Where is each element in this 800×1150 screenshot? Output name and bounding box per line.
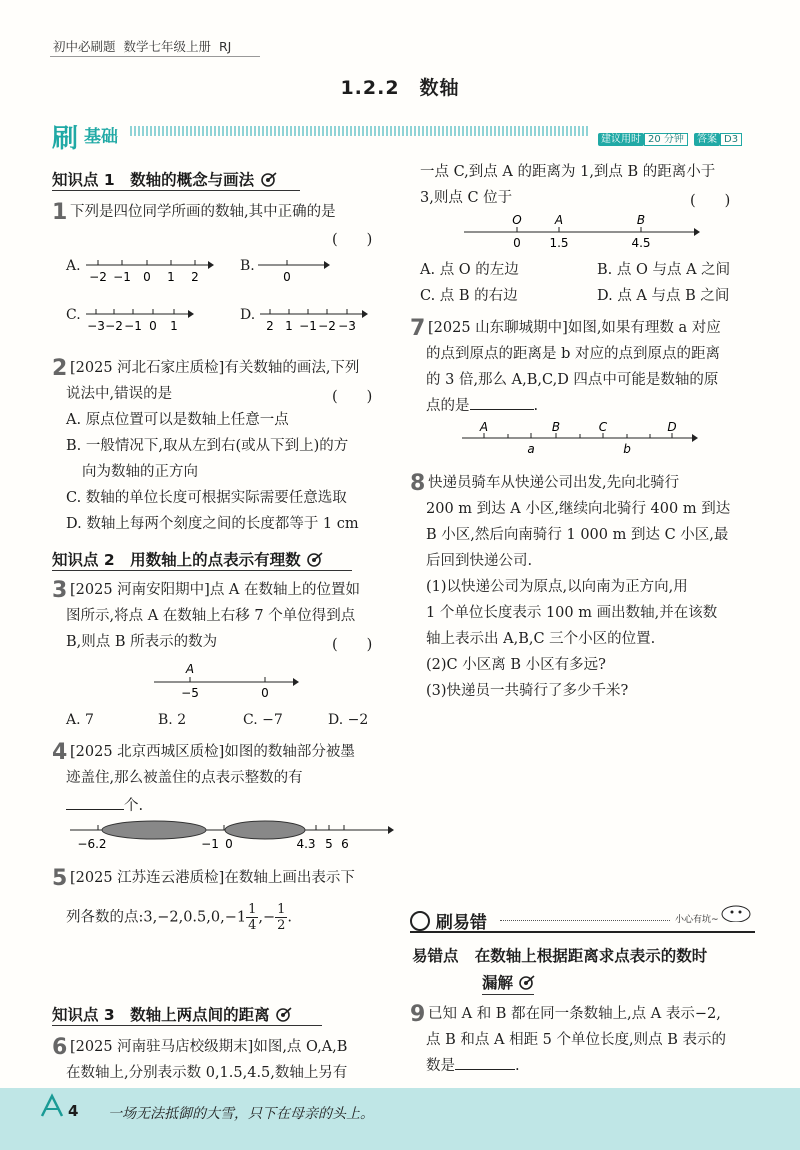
- q5-line2-text: 列各数的点:3,−2,0.5,0,−1: [66, 909, 247, 926]
- q1-optA-label[interactable]: A.: [66, 258, 81, 274]
- q4-axis-label: 0: [225, 837, 233, 851]
- q3-axis-label: 0: [261, 686, 269, 700]
- q2-number: 2: [52, 356, 68, 381]
- q7-line1: [2025 山东聊城期中]如图,如果有理数 a 对应: [428, 320, 721, 336]
- kp1-underline: [52, 190, 300, 191]
- target-icon: [518, 974, 536, 990]
- q1-optD-tick: 2: [266, 319, 274, 333]
- q1-optA-tick: −2: [89, 270, 107, 284]
- q8-line4: 后回到快递公司.: [426, 553, 533, 569]
- q9-line2: 点 B 和点 A 相距 5 个单位长度,则点 B 表示的: [426, 1032, 726, 1048]
- q3-number: 3: [52, 578, 68, 603]
- q5-line2: [66, 902, 292, 933]
- q7-number: 7: [410, 316, 426, 341]
- q1-optA-tick: −1: [113, 270, 131, 284]
- time-value: 20 分钟: [644, 133, 688, 146]
- q2-optB-2: 向为数轴的正方向: [82, 464, 198, 480]
- q3-axis-label: −5: [181, 686, 199, 700]
- q5-number: 5: [52, 866, 68, 891]
- q5-end: .: [287, 909, 293, 926]
- q6-line2: 在数轴上,分别表示数 0,1.5,4.5,数轴上另有: [66, 1065, 348, 1081]
- q1-optB-axis: [256, 256, 330, 286]
- answer-badge: [694, 127, 742, 146]
- q6-point-O: O: [512, 213, 522, 227]
- q3-line1: [2025 河南安阳期中]点 A 在数轴上的位置如: [70, 582, 361, 598]
- yicuo-underline: [482, 994, 534, 995]
- banner-sub: 基础: [84, 127, 118, 147]
- book-name: 数学七年级上册: [123, 39, 211, 54]
- q6-paren: ( ): [690, 193, 731, 209]
- q1-optA-tick: 2: [191, 270, 199, 284]
- header-rule: [50, 56, 260, 57]
- q8-sub1-b: 1 个单位长度表示 100 m 画出数轴,并在该数: [426, 605, 718, 621]
- q8-number: 8: [410, 471, 426, 496]
- q4-blank[interactable]: [66, 795, 124, 810]
- q3-optD[interactable]: D. −2: [328, 712, 369, 728]
- q4-line2: 迹盖住,那么被盖住的点表示整数的有: [66, 770, 303, 786]
- q1-optC-tick: −1: [124, 319, 142, 333]
- q9-line3: [426, 1053, 520, 1079]
- q5-fraction-2: [275, 902, 287, 933]
- answer-page: D3: [720, 133, 742, 146]
- q2-optD[interactable]: D. 数轴上每两个刻度之间的长度都等于 1 cm: [66, 516, 359, 532]
- q5-sep: ,−: [258, 909, 276, 926]
- q1-optD-label[interactable]: D.: [240, 307, 256, 323]
- q5-line1: [2025 江苏连云港质检]在数轴上画出表示下: [70, 870, 355, 886]
- q7-number-line: [460, 420, 700, 460]
- series-name: 初中必刷题: [53, 39, 116, 54]
- yicuo-label-text: 刷易错: [435, 913, 487, 933]
- q7-point-A: A: [479, 420, 489, 434]
- q4-axis-label: −1: [201, 837, 219, 851]
- q1-optC-tick: −3: [87, 319, 105, 333]
- yicuo-point-title2: 漏解: [482, 974, 514, 992]
- q5-frac2-den: 2: [277, 918, 286, 933]
- kp2-title-text: 知识点 2 用数轴上的点表示有理数: [52, 551, 301, 569]
- q2-line2: 说法中,错误的是: [66, 386, 173, 402]
- kp3-title: [52, 1003, 293, 1025]
- q7-point-D: D: [667, 420, 677, 434]
- q1-optC-axis: [84, 305, 194, 335]
- yicuo-point-line1: [412, 944, 707, 966]
- q4-line3-suffix: 个.: [124, 798, 144, 814]
- q4-axis-label: 5: [325, 837, 333, 851]
- q3-optA[interactable]: A. 7: [66, 712, 94, 728]
- q1-optC-tick: −2: [105, 319, 123, 333]
- q5-frac1-num: 1: [248, 902, 257, 917]
- q1-optC-tick: 1: [170, 319, 178, 333]
- q8-line2: 200 m 到达 A 小区,继续向北骑行 400 m 到达: [426, 501, 731, 517]
- q8-sub2: (2)C 小区离 B 小区有多远?: [426, 657, 606, 673]
- yicuo-dotted-line: [500, 920, 670, 921]
- q1-paren: ( ): [332, 232, 373, 248]
- target-icon: [306, 551, 324, 567]
- q1-optC-label[interactable]: C.: [66, 307, 81, 323]
- q9-line3-prefix: 数是: [426, 1058, 455, 1074]
- q7-blank[interactable]: [470, 395, 534, 410]
- q4-number-line: [66, 818, 396, 854]
- q7-line2: 的点到原点的距离是 b 对应的点到原点的距离: [426, 346, 720, 362]
- q4-line3: [66, 793, 143, 819]
- banner-main: 刷: [52, 124, 79, 154]
- q1-optA-axis: [84, 256, 214, 286]
- q9-line3-suffix: .: [515, 1058, 520, 1074]
- yicuo-point-label: 易错点: [412, 947, 459, 965]
- q1-optD-tick: −2: [318, 319, 336, 333]
- kp3-title-text: 知识点 3 数轴上两点间的距离: [52, 1006, 270, 1024]
- q5-frac1-den: 4: [248, 918, 257, 933]
- q1-number: 1: [52, 200, 68, 225]
- q7-point-C: C: [598, 420, 608, 434]
- q5-frac2-num: 1: [277, 902, 286, 917]
- q6-number-line: [462, 210, 702, 252]
- q6-optC[interactable]: C. 点 B 的右边: [420, 288, 518, 304]
- q8-line3: B 小区,然后向南骑行 1 000 m 到达 C 小区,最: [426, 527, 729, 543]
- q1-optD-axis: [258, 305, 368, 335]
- q6-number: 6: [52, 1035, 68, 1060]
- q3-line3: B,则点 B 所表示的数为: [66, 634, 218, 650]
- q1-optA-tick: 1: [167, 270, 175, 284]
- q1-optA-tick: 0: [143, 270, 151, 284]
- q7-point-B: B: [551, 420, 561, 434]
- banner-dotted-line: [130, 126, 590, 136]
- q1-optB-label[interactable]: B.: [240, 258, 255, 274]
- yicuo-point-title1: 在数轴上根据距离求点表示的数时: [474, 947, 708, 965]
- q7-label-b: b: [623, 442, 631, 456]
- kp2-underline: [52, 570, 352, 571]
- yicuo-label: [410, 908, 487, 933]
- kp2-title: [52, 548, 324, 570]
- q2-line1: [2025 河北石家庄质检]有关数轴的画法,下列: [70, 360, 360, 376]
- q1-optD-tick: 1: [285, 319, 293, 333]
- q6-line1: [2025 河南驻马店校级期末]如图,点 O,A,B: [70, 1039, 348, 1055]
- q5-fraction-1: [246, 902, 258, 933]
- q3-optB[interactable]: B. 2: [158, 712, 187, 728]
- q6-optB[interactable]: B. 点 O 与点 A 之间: [597, 262, 731, 278]
- kp1-title-text: 知识点 1 数轴的概念与画法: [52, 171, 255, 189]
- q1-optB-tick: 0: [283, 270, 291, 284]
- footer-logo-icon: [38, 1092, 66, 1120]
- answer-label: 答案: [694, 133, 720, 146]
- q8-line1: 快递员骑车从快递公司出发,先向北骑行: [428, 475, 680, 491]
- yicuo-rule: [410, 931, 755, 933]
- q1-optD-tick: −1: [299, 319, 317, 333]
- kp3-underline: [52, 1025, 322, 1026]
- q3-paren: ( ): [332, 637, 373, 653]
- q2-paren: ( ): [332, 389, 373, 405]
- section-title: 1.2.2 数轴: [340, 77, 460, 99]
- q8-sub1-a: (1)以快递公司为原点,以向南为正方向,用: [426, 579, 688, 595]
- q9-number: 9: [410, 1002, 426, 1027]
- q3-line2: 图所示,将点 A 在数轴上右移 7 个单位得到点: [66, 608, 356, 624]
- q7-line3: 的 3 倍,那么 A,B,C,D 四点中可能是数轴的原: [426, 372, 719, 388]
- q2-optB-1[interactable]: B. 一般情况下,取从左到右(或从下到上)的方: [66, 438, 349, 454]
- q6-axis-label: 0: [513, 236, 521, 250]
- q9-line1: 已知 A 和 B 都在同一条数轴上,点 A 表示−2,: [428, 1006, 721, 1022]
- q7-label-a: a: [527, 442, 535, 456]
- q4-axis-label: −6.2: [77, 837, 107, 851]
- yicuo-icon: [410, 911, 430, 931]
- q9-blank[interactable]: [455, 1055, 515, 1070]
- yicuo-tip: 小心有坑~: [675, 915, 719, 925]
- q3-number-line: [150, 660, 300, 700]
- q6-line3: 一点 C,到点 A 的距离为 1,到点 B 的距离小于: [420, 164, 716, 180]
- q2-optC[interactable]: C. 数轴的单位长度可根据实际需要任意选取: [66, 490, 347, 506]
- target-icon: [275, 1006, 293, 1022]
- q7-line4: [426, 393, 538, 419]
- q1-optC-tick: 0: [149, 319, 157, 333]
- q6-axis-label: 1.5: [549, 236, 569, 250]
- header-label: [53, 37, 231, 55]
- q1-optD-tick: −3: [338, 319, 356, 333]
- q2-optA[interactable]: A. 原点位置可以是数轴上任意一点: [66, 412, 289, 428]
- q6-optD[interactable]: D. 点 A 与点 B 之间: [597, 288, 730, 304]
- q3-optC[interactable]: C. −7: [243, 712, 283, 728]
- page-number: 4: [68, 1102, 79, 1120]
- q7-line4-suffix: .: [533, 398, 539, 414]
- q8-sub3: (3)快递员一共骑行了多少千米?: [426, 683, 629, 699]
- mascot-icon: [718, 896, 754, 922]
- q1-stem: 下列是四位同学所画的数轴,其中正确的是: [70, 204, 336, 220]
- q6-point-A: A: [554, 213, 564, 227]
- q4-line1: [2025 北京西城区质检]如图的数轴部分被墨: [70, 744, 355, 760]
- time-badge: [598, 127, 688, 146]
- q6-line4: 3,则点 C 位于: [420, 190, 513, 206]
- q6-optA[interactable]: A. 点 O 的左边: [420, 262, 519, 278]
- kp1-title: [52, 168, 278, 190]
- q7-line4-prefix: 点的是: [426, 398, 470, 414]
- q8-sub1-c: 轴上表示出 A,B,C 三个小区的位置.: [426, 631, 656, 647]
- footer-motto: 一场无法抵御的大雪，只下在母亲的头上。: [108, 1106, 374, 1122]
- q3-point-A: A: [185, 662, 195, 676]
- q4-axis-label: 4.3: [296, 837, 316, 851]
- q4-axis-label: 6: [341, 837, 349, 851]
- edition: RJ: [218, 39, 232, 54]
- q4-number: 4: [52, 740, 68, 765]
- time-label: 建议用时: [598, 133, 644, 146]
- q6-axis-label: 4.5: [631, 236, 651, 250]
- yicuo-point-line2: [482, 971, 536, 993]
- target-icon: [260, 171, 278, 187]
- q6-point-B: B: [636, 213, 646, 227]
